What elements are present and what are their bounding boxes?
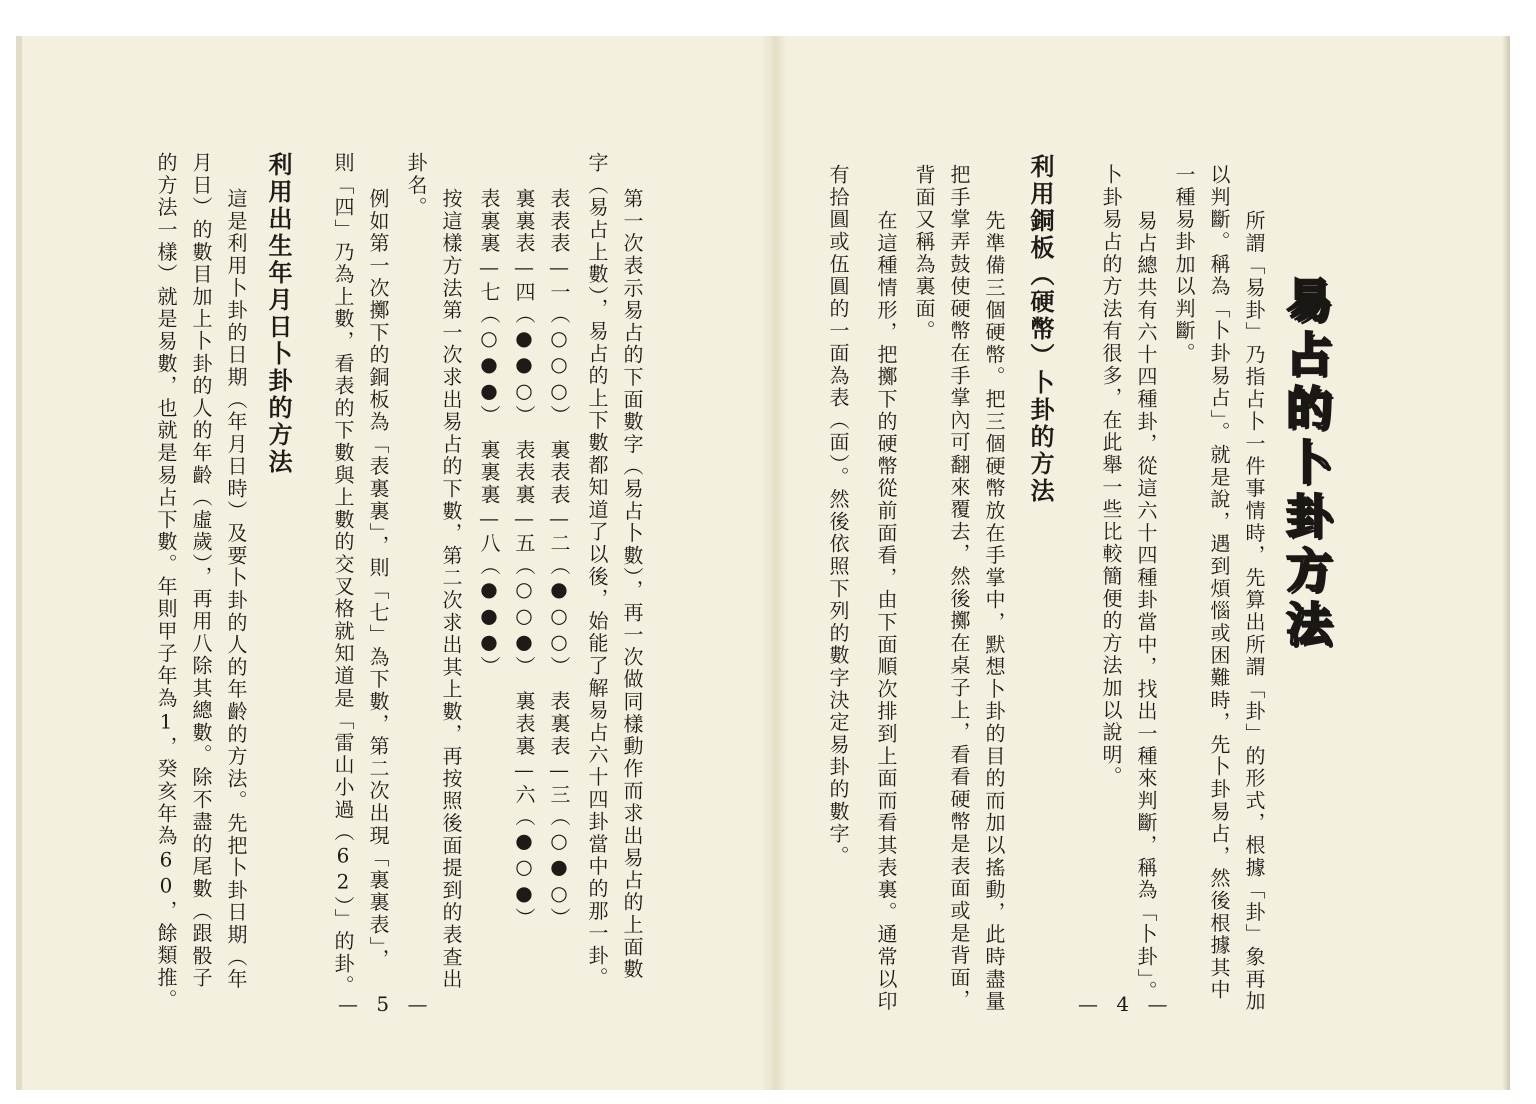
paragraph-line: 有拾圓或伍圓的一面為表（面）。然後依照下列的數字決定易卦的數字。	[826, 164, 850, 868]
page-number: — 5 —	[338, 992, 434, 1016]
paragraph-line: 以判斷。稱為「卜卦易占」。就是說，遇到煩惱或困難時，先卜卦易占，然後根據其中	[1207, 164, 1231, 1002]
paragraph-line: 第一次表示易占的下面數字（易占卜數），再一次做同樣動作而求出易占的上面數	[620, 188, 644, 981]
paragraph-line: 把手掌弄鼓使硬幣在手掌內可翻來覆去，然後擲在桌子上，看看硬幣是表面或是背面，	[947, 164, 971, 1012]
table-line: 表裏裏—七（○●●） 裏裏裏—八（●●●）	[477, 188, 501, 679]
paragraph-line: 在這種情形，把擲下的硬幣從前面看，由下面順次排到上面而看其表裏。通常以印	[874, 210, 898, 1013]
book-gutter	[761, 36, 787, 1090]
section-heading: 利用銅板（硬幣）卜卦的方法	[1026, 154, 1054, 505]
book-spread	[16, 36, 1510, 1090]
paragraph-line: 先準備三個硬幣。把三個硬幣放在手掌中，默想卜卦的目的而加以搖動，此時盡量	[982, 210, 1006, 1013]
section-heading: 利用出生年月日卜卦的方法	[264, 152, 292, 476]
paragraph-line: 一種易卦加以判斷。	[1172, 164, 1196, 365]
paragraph-line: 月日）的數目加上卜卦的人的年齡（虛歲），再用八除其總數。除不盡的尾數（跟骰子	[189, 152, 213, 990]
paragraph-line: 這是利用卜卦的日期（年月日時）及要卜卦的人的年齡的方法。先把卜卦日期（年	[224, 188, 248, 991]
paragraph-line: 易占總共有六十四種卦，從這六十四種卦當中，找出一種來判斷，稱為「卜卦」。	[1134, 210, 1158, 1003]
page-title: 易占的卜卦方法	[1279, 276, 1333, 654]
table-line: 裏裏表—四（●●○） 表表裏—五（○○●） 裏表裏—六（●○●）	[512, 188, 536, 930]
paragraph-line: 的方法一樣）就是易數，也就是易占下數。年則甲子年為1，癸亥年為60，餘類推。	[154, 152, 178, 1012]
paragraph-line: 字（易占上數），易占的上下數都知道了以後，始能了解易占六十四卦當中的那一卦。	[585, 152, 609, 990]
paragraph-line: 則「四」乃為上數，看表的下數與上數的交叉格就知道是「雷山小過（62）」的卦。	[331, 152, 355, 998]
paragraph-line: 所謂「易卦」乃指占卜一件事情時，先算出所謂「卦」的形式，根據「卦」象再加	[1242, 210, 1266, 1013]
paragraph-line: 例如第一次擲下的銅板為「表裏裏」，則「七」為下數，第二次出現「裏裏表」，	[366, 188, 390, 971]
paragraph-line: 背面又稱為裏面。	[912, 164, 936, 343]
paragraph-line: 卜卦易占的方法有很多，在此舉一些比較簡便的方法加以說明。	[1099, 164, 1123, 789]
page-number: — 4 —	[1078, 992, 1174, 1016]
paragraph-line: 按這樣方法第一次求出易占的下數，第二次求出其上數，再按照後面提到的表查出	[439, 188, 463, 991]
paragraph-line: 卦名。	[404, 152, 428, 219]
table-line: 表表表—一（○○○） 裏表表—二（●○○） 表裏表—三（○●○）	[547, 188, 571, 930]
